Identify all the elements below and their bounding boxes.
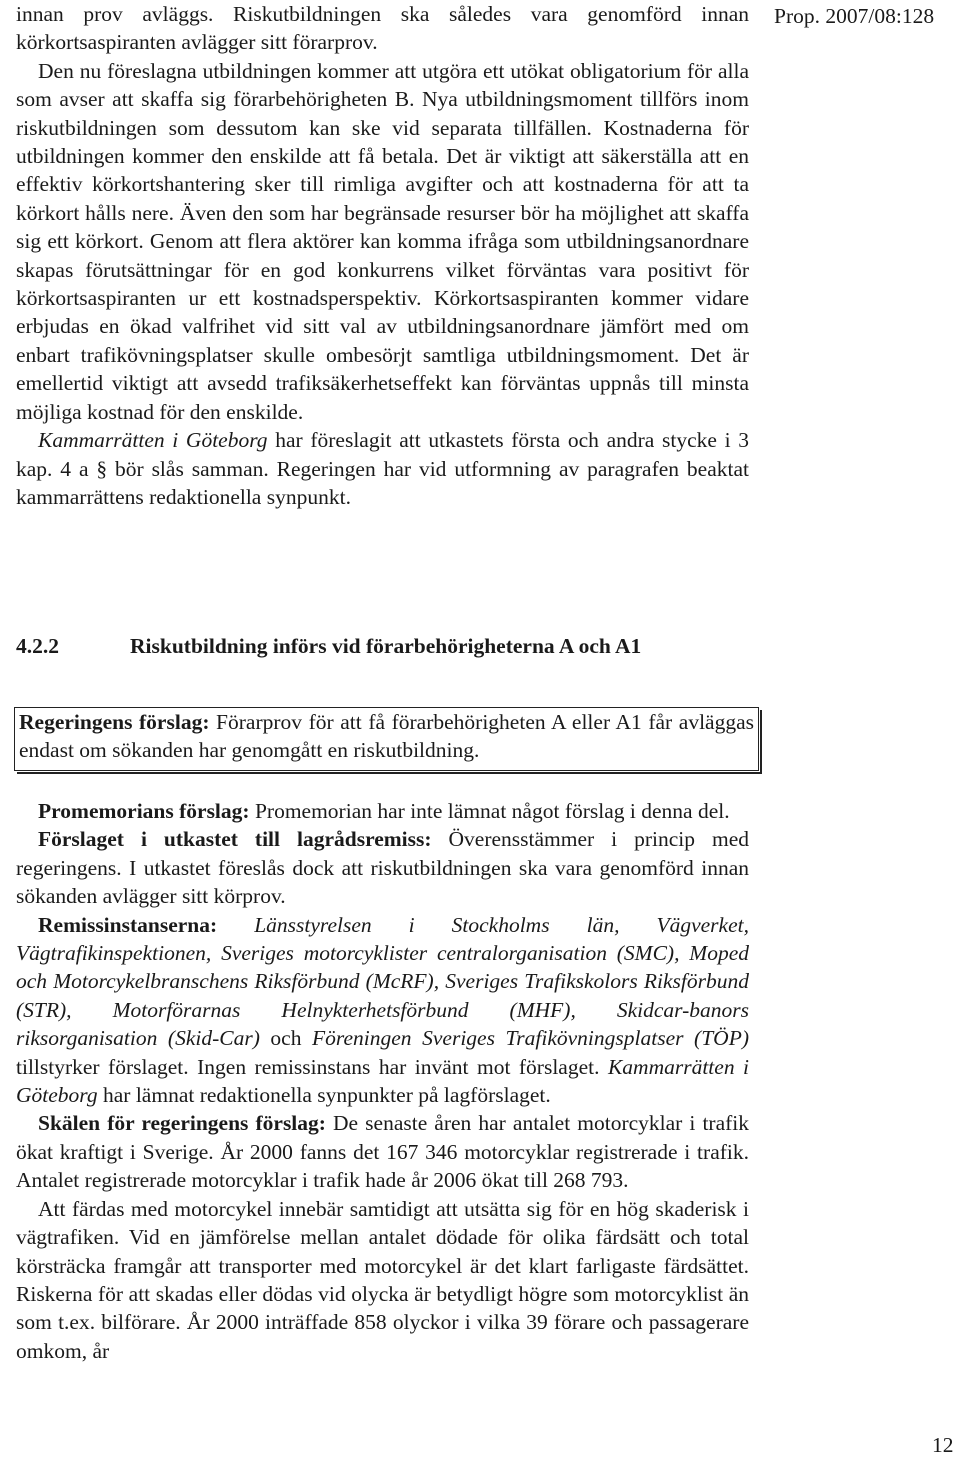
paragraph-text: har föreslagit att utkastets första och andra stycke i 3 kap. 4 a § bör slås samman. Regeringen har vid utformning av paragrafen beaktat kammarrättens redaktionella synpunkt. [16,428,750,509]
paragraph-text: Överensstämmer i princip med regeringens. I utkastet föreslås dock att riskutbildningen ska vara genomförd innan sökanden avlägger sitt körprov. [16,827,750,909]
body-text-upper [16,0,749,511]
conjunction: och [259,1026,313,1051]
section-title: Riskutbildning införs vid förarbehörigheterna A och A1 [130,634,642,658]
organization-name: Kammarrätten i Göteborg [16,1054,750,1108]
proposal-box [14,707,759,771]
paragraph: Den nu föreslagna utbildningen kommer att utgöra ett utökat obligatorium för alla som avser att skaffa sig förarbehörigheten B. Nya utbildningsmoment tillförs inom riskutbildningen som dessutom kan ske vid separata tillfällen. Kostnaderna för utbildningen kommer den enskilde att få betala. Det är viktigt att säkerställa att en effektiv körkortshantering sker till rimliga avgifter och att kostnaderna för att ta körkort hålls nere. Även den som har begränsade resurser bör ha möjlighet att skaffa sig ett körkort. Genom att flera aktörer kan komma ifråga som utbildningsanordnare skapas förutsättningar för en god konkurrens vilket förväntas vara positivt för körkortsaspiranten ur ett kostnadsperspektiv. Körkortsaspiranten kommer vidare erbjudas en ökad valfrihet vid sitt val av utbildningsanordnare jämfört med om enbart trafikövningsplatser skulle ombesörjt samtliga utbildningsmoment. Det är emellertid viktigt att avsedd trafiksäkerhetseffekt kan förväntas uppnås till minsta möjliga kostnad för den enskilde. [16,58,749,424]
proposal-label: Regeringens förslag: [19,710,210,734]
paragraph [16,1109,749,1194]
paragraph-text: har lämnat redaktionella synpunkter på lagförslaget. [97,1083,551,1108]
proposal-text [19,708,754,765]
section-number: 4.2.2 [16,634,59,658]
label: Promemorians förslag: [38,799,250,823]
proposal-body: Förarprov för att få förarbehörigheten A eller A1 får avläggas endast om sökanden har genomgått en riskutbildning. [19,710,755,763]
label: Skälen för regeringens förslag: [38,1111,326,1136]
paragraph-text: tillstyrker förslaget. Ingen remissinstans har invänt mot förslaget. [16,1054,608,1079]
organization-list: Länsstyrelsen i Stockholms län, Vägverket, Vägtrafikinspektionen, Sveriges motorcyklister centralorganisation (SMC), Moped och Motorcykelbranschens Riksförbund (McRF), Sveriges Trafikskolors Riksförbund (STR), Motorförarnas Helnykterhetsförbund (MHF), Skidcar-banors riksorganisation (Skid-Car) [16,912,749,1051]
organization-name: Kammarrätten i Göteborg [38,428,268,453]
proposition-reference: Prop. 2007/08:128 [774,4,935,28]
paragraph [16,825,749,910]
paragraph [16,911,749,1110]
label: Remissinstanserna: [38,912,218,937]
label: Förslaget i utkastet till lagrådsremiss: [38,827,432,852]
paragraph: Att färdas med motorcykel innebär samtidigt att utsätta sig för en hög skaderisk i vägtrafiken. Vid en jämförelse mellan antalet dödade för olika färdsätt och total körsträcka framgår att transporter med motorcykel är det klart farligaste färdsättet. Riskerna för att skadas eller dödas vid olycka är betydligt högre som motorcyklist än som t.ex. bilförare. År 2000 inträffade 858 olyckor i vilka 39 förare och passagerare omkom, år [16,1196,749,1363]
organization-name: Föreningen Sveriges Trafikövningsplatser (TÖP) [312,1026,749,1051]
page-number: 12 [932,1433,954,1457]
paragraph [16,426,749,511]
paragraph-text: De senaste åren har antalet motorcyklar i trafik ökat kraftigt i Sverige. År 2000 fanns det 167 346 motorcyklar registrerade i trafik. Antalet registrerade motorcyklar i trafik hade år 2006 ökat till 268 793. [16,1111,750,1193]
paragraph: innan prov avläggs. Riskutbildningen ska således vara genomförd innan körkortsaspiranten avlägger sitt förarprov. [16,2,749,55]
body-text-lower [16,797,749,1365]
paragraph [16,797,749,825]
section-heading [16,631,776,661]
paragraph-text: Promemorian har inte lämnat något förslag i denna del. [249,799,730,823]
